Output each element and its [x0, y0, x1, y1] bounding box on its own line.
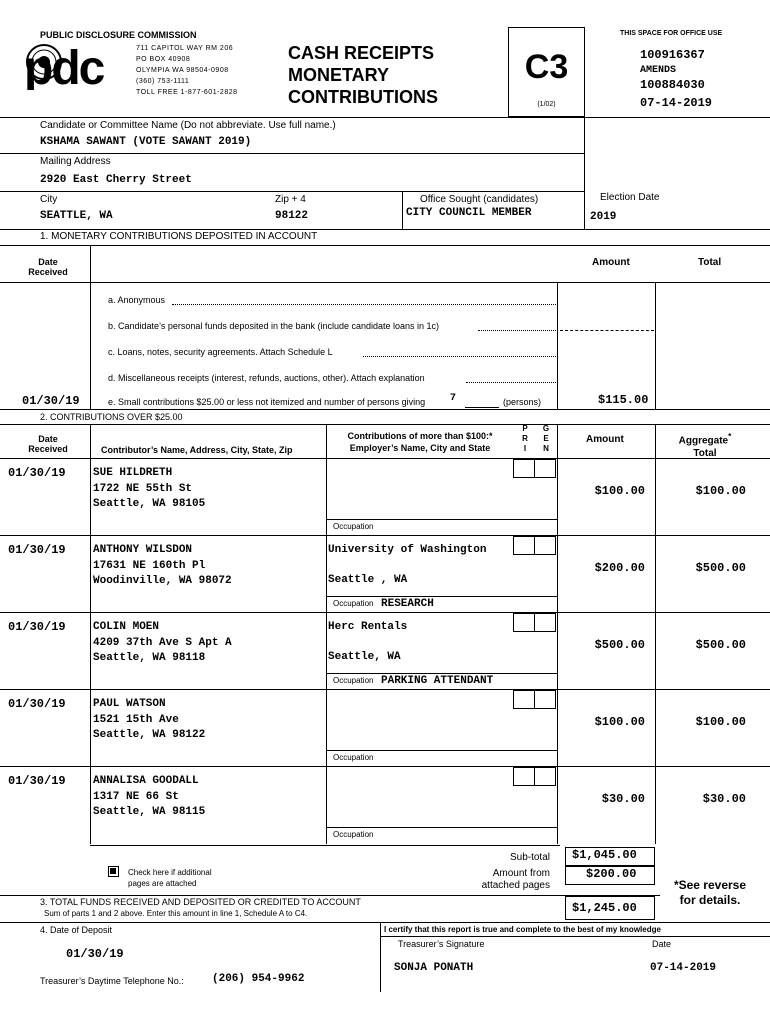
row-contributor: [93, 697, 205, 744]
line-e-count: 7: [450, 393, 457, 404]
city-value: SEATTLE, WA: [40, 210, 113, 222]
logo-text: pdc: [24, 42, 104, 90]
section1-title: 1. MONETARY CONTRIBUTIONS DEPOSITED IN ACCOUNT: [40, 231, 318, 242]
city-label: City: [40, 194, 58, 205]
candidate-name-label: Candidate or Committee Name (Do not abbreviate. Use full name.): [40, 120, 336, 131]
s2-amount-label: Amount: [586, 434, 624, 445]
row-date: 01/30/19: [8, 466, 66, 480]
pri-checkbox[interactable]: [513, 459, 535, 478]
row-date: 01/30/19: [8, 697, 66, 711]
gen-checkbox[interactable]: [534, 613, 556, 632]
row-date: 01/30/19: [8, 774, 66, 788]
occupation-label: Occupation: [333, 753, 374, 762]
pri-checkbox[interactable]: [513, 767, 535, 786]
row-date: 01/30/19: [8, 543, 66, 557]
s2-employer-label: Contributions of more than $100:* Employer’s Name, City and State: [347, 431, 493, 453]
contributor-name: PAUL WATSON: [93, 698, 166, 710]
candidate-name: KSHAMA SAWANT (VOTE SAWANT 2019): [40, 136, 252, 148]
treasurer-phone: (206) 954-9962: [212, 973, 305, 985]
section3-subtitle: Sum of parts 1 and 2 above. Enter this amount in line 1, Schedule A to C4.: [44, 909, 308, 918]
contributor-city: Seattle, WA 98122: [93, 729, 206, 741]
gen-checkbox[interactable]: [534, 536, 556, 555]
contributor-name: ANNALISA GOODALL: [93, 775, 199, 787]
row-contributor: [93, 466, 205, 513]
zip-value: 98122: [275, 210, 309, 222]
office-use-values: 100916367 AMENDS 100884030 07-14-2019: [640, 48, 713, 110]
row-contributor: [93, 620, 232, 667]
office-sought-label: Office Sought (candidates): [420, 194, 539, 205]
contributor-addr: 1722 NE 55th St: [93, 482, 193, 495]
row-occupation: RESEARCH: [381, 598, 434, 610]
line-d-misc: d. Miscellaneous receipts (interest, refunds, auctions, other). Attach explanation: [108, 373, 425, 383]
line-c-loans: c. Loans, notes, security agreements. Attach Schedule L: [108, 347, 333, 357]
line-e-small: e. Small contributions $25.00 or less not itemized and number of persons giving: [108, 397, 426, 407]
contributor-city: Woodinville, WA 98072: [93, 575, 232, 587]
section3-title: 3. TOTAL FUNDS RECEIVED AND DEPOSITED OR CREDITED TO ACCOUNT: [40, 897, 361, 907]
line-a-anonymous: a. Anonymous: [108, 295, 166, 305]
deposit-date: 01/30/19: [66, 947, 124, 961]
contributor-addr: 4209 37th Ave S Apt A: [93, 636, 232, 649]
row-employer-city: Seattle, WA: [328, 651, 401, 663]
line-e-persons: (persons): [503, 397, 542, 407]
subtotal-label: Sub-total: [509, 852, 550, 863]
form-revision: (1/02): [537, 101, 556, 108]
treasurer-signature: SONJA PONATH: [394, 962, 474, 974]
election-date-label: Election Date: [600, 192, 660, 203]
row-aggregate: $500.00: [695, 561, 746, 575]
occupation-label: Occupation: [333, 676, 374, 685]
pri-checkbox[interactable]: [513, 536, 535, 555]
s2-contributor-label: Contributor’s Name, Address, City, State, Zip: [101, 445, 293, 455]
row-employer-city: Seattle , WA: [328, 574, 408, 586]
office-use-label: THIS SPACE FOR OFFICE USE: [620, 30, 723, 37]
mailing-address: 2920 East Cherry Street: [40, 174, 192, 186]
row-occupation: PARKING ATTENDANT: [381, 675, 494, 687]
row-aggregate: $30.00: [702, 792, 746, 806]
contributor-addr: 1521 15th Ave: [93, 713, 179, 726]
occupation-label: Occupation: [333, 830, 374, 839]
election-date: 2019: [590, 211, 617, 223]
line-e-amount: $115.00: [598, 393, 649, 407]
row-amount: $200.00: [594, 561, 645, 575]
s1-total-label: Total: [698, 257, 722, 268]
form-title: CASH RECEIPTS MONETARY CONTRIBUTIONS: [288, 43, 438, 107]
row-employer: University of Washington: [328, 544, 487, 556]
s2-gen-label: G E N: [542, 424, 550, 453]
form-code: C3: [524, 48, 569, 86]
s2-pri-label: P R I: [522, 424, 528, 453]
gen-checkbox[interactable]: [534, 690, 556, 709]
row-date: 01/30/19: [8, 620, 66, 634]
sign-date-label: Date: [652, 939, 672, 949]
total-funds-amount: $1,245.00: [572, 901, 637, 915]
mailing-address-label: Mailing Address: [40, 156, 111, 167]
attached-pages-amount: $200.00: [586, 867, 637, 881]
row-employer: Herc Rentals: [328, 621, 408, 633]
pri-checkbox[interactable]: [513, 690, 535, 709]
line-e-date: 01/30/19: [22, 394, 80, 408]
zip-label: Zip + 4: [275, 194, 306, 205]
line-b-personal-funds: b. Candidate’s personal funds deposited in the bank (include candidate loans in 1c): [108, 321, 440, 331]
row-aggregate: $500.00: [695, 638, 746, 652]
contributor-addr: 1317 NE 66 St: [93, 790, 179, 803]
row-amount: $500.00: [594, 638, 645, 652]
row-contributor: [93, 543, 232, 590]
contributor-city: Seattle, WA 98118: [93, 652, 206, 664]
row-amount: $100.00: [594, 715, 645, 729]
contributor-city: Seattle, WA 98105: [93, 498, 206, 510]
see-reverse-note: *See reverse for details.: [673, 878, 747, 907]
contributor-name: ANTHONY WILSDON: [93, 544, 193, 556]
section2-title: 2. CONTRIBUTIONS OVER $25.00: [40, 412, 183, 422]
row-amount: $100.00: [594, 484, 645, 498]
row-aggregate: $100.00: [695, 484, 746, 498]
gen-checkbox[interactable]: [534, 767, 556, 786]
s2-date-label: Date Received: [28, 434, 68, 454]
contributor-name: SUE HILDRETH: [93, 467, 173, 479]
pdc-logo: [24, 42, 132, 90]
contributor-city: Seattle, WA 98115: [93, 806, 206, 818]
attached-pages-label: Amount from attached pages: [481, 868, 550, 891]
certify-statement: I certify that this report is true and complete to the best of my knowledge: [384, 925, 661, 934]
treasurer-signature-label: Treasurer’s Signature: [398, 939, 485, 949]
s1-date-label: Date Received: [28, 257, 68, 277]
deposit-date-label: 4. Date of Deposit: [40, 925, 113, 935]
row-amount: $30.00: [601, 792, 645, 806]
additional-pages-label: Check here if additional pages are attached: [128, 868, 212, 888]
gen-checkbox[interactable]: [534, 459, 556, 478]
agency-address: 711 CAPITOL WAY RM 206 PO BOX 40908 OLYMPIA WA 98504-0908 (360) 753-1111 TOLL FREE 1-877-601-2828: [136, 45, 238, 96]
sign-date: 07-14-2019: [650, 962, 717, 974]
contributor-name: COLIN MOEN: [93, 621, 160, 633]
phone-label: Treasurer’s Daytime Telephone No.:: [40, 976, 184, 986]
subtotal-amount: $1,045.00: [572, 848, 637, 862]
s2-aggregate-label: Aggregate* Total: [678, 431, 732, 460]
occupation-label: Occupation: [333, 522, 374, 531]
row-contributor: [93, 774, 205, 821]
s1-amount-label: Amount: [592, 257, 630, 268]
contributor-addr: 17631 NE 160th Pl: [93, 559, 206, 572]
row-aggregate: $100.00: [695, 715, 746, 729]
agency-name: PUBLIC DISCLOSURE COMMISSION: [40, 30, 197, 40]
checkbox-mark-icon: [110, 868, 116, 874]
office-sought: CITY COUNCIL MEMBER: [406, 207, 532, 219]
pri-checkbox[interactable]: [513, 613, 535, 632]
occupation-label: Occupation: [333, 599, 374, 608]
